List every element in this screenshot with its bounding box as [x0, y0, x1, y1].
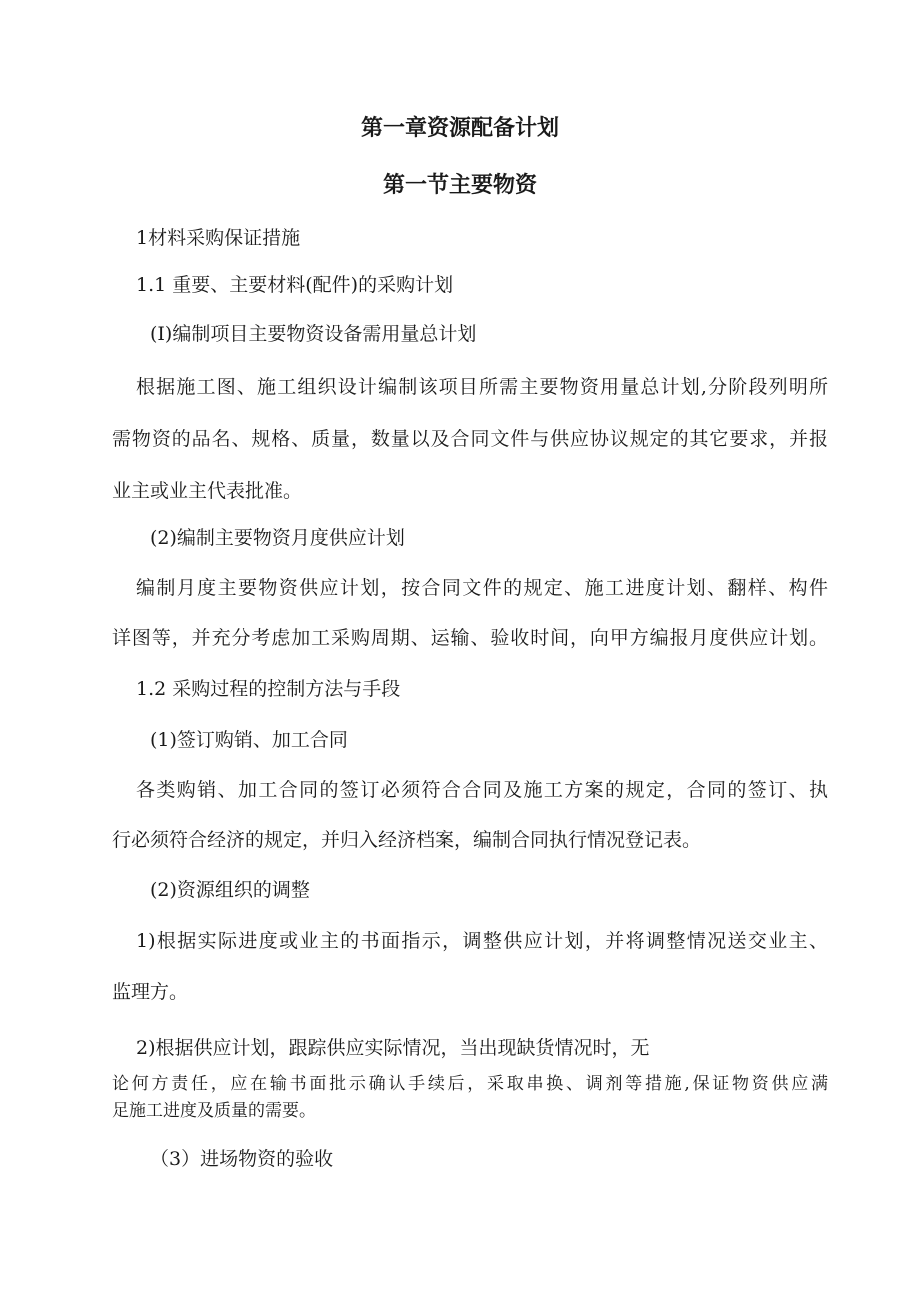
- paragraph-line: 需物资的品名、规格、质量，数量以及合同文件与供应协议规定的其它要求，并报: [112, 428, 828, 450]
- paragraph-line: 各类购销、加工合同的签订必须符合合同及施工方案的规定，合同的签订、执: [136, 779, 828, 801]
- paragraph-line: 详图等，并充分考虑加工采购周期、运输、验收时间，向甲方编报月度供应计划。: [112, 627, 828, 649]
- subheading-master-plan: (I)编制项目主要物资设备需用量总计划: [150, 323, 477, 345]
- subheading-resource-adjustment: (2)资源组织的调整: [150, 879, 310, 901]
- subheading-material-inspection: （3）进场物资的验收: [150, 1148, 334, 1170]
- section-title: 第一节主要物资: [382, 172, 537, 198]
- subheading-monthly-plan: (2)编制主要物资月度供应计划: [150, 527, 405, 549]
- paragraph-line: 论何方责任，应在输书面批示确认手续后，采取串换、调剂等措施,保证物资供应满: [112, 1074, 828, 1094]
- paragraph-line: 2)根据供应计划，跟踪供应实际情况，当出现缺货情况时，无: [136, 1037, 650, 1059]
- subheading-sign-contracts: (1)签订购销、加工合同: [150, 729, 348, 751]
- paragraph-line: 监理方。: [112, 981, 189, 1003]
- heading-material-procurement: 1材料采购保证措施: [136, 227, 301, 249]
- paragraph-line: 足施工进度及质量的需要。: [112, 1101, 316, 1121]
- paragraph-line: 根据施工图、施工组织设计编制该项目所需主要物资用量总计划,分阶段列明所: [136, 376, 828, 398]
- paragraph-line: 业主或业主代表批准。: [112, 480, 303, 502]
- heading-procurement-control: 1.2 采购过程的控制方法与手段: [136, 678, 401, 700]
- paragraph-line: 行必须符合经济的规定，并归入经济档案，编制合同执行情况登记表。: [112, 829, 702, 851]
- heading-procurement-plan: 1.1 重要、主要材料(配件)的采购计划: [136, 274, 454, 296]
- paragraph-line: 编制月度主要物资供应计划，按合同文件的规定、施工进度计划、翻样、构件: [136, 577, 828, 599]
- paragraph-line: 1)根据实际进度或业主的书面指示，调整供应计划，并将调整情况送交业主、: [136, 930, 828, 952]
- chapter-title: 第一章资源配备计划: [360, 115, 559, 141]
